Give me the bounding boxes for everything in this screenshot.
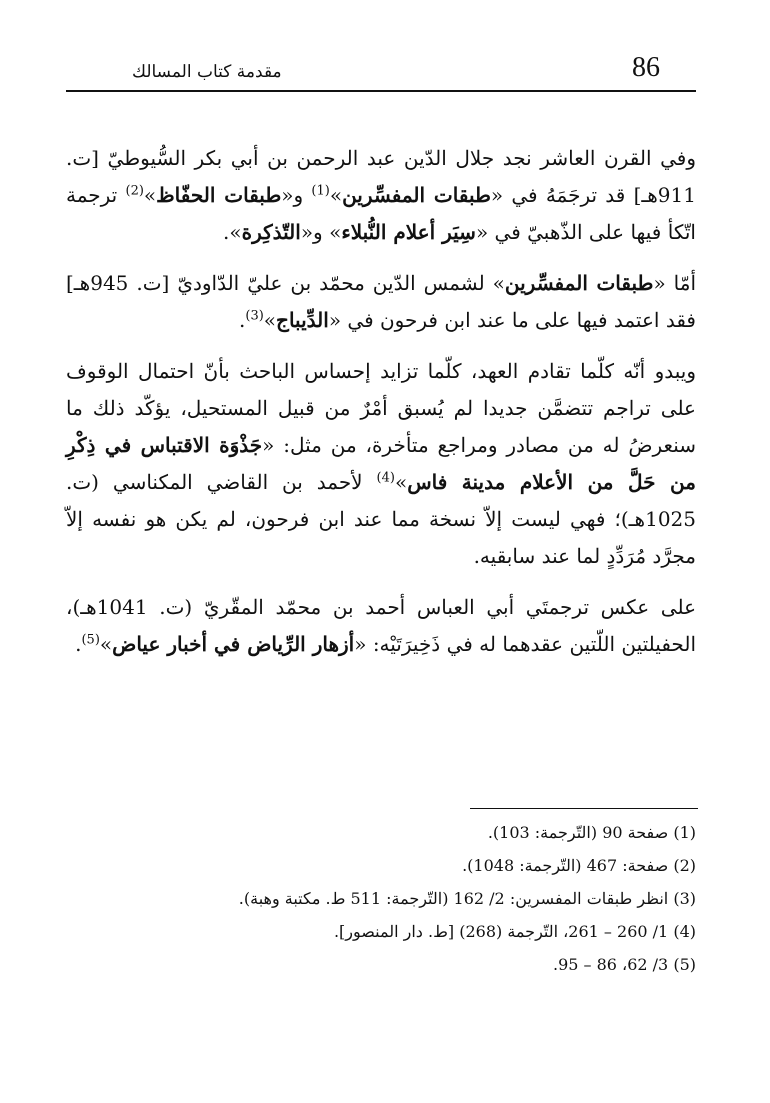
footnote-5: (5) 3/ 62، 86 – 95. — [552, 955, 696, 974]
footnote-ref[interactable]: (1) — [311, 183, 330, 199]
paragraph-4: على عكس ترجمتَي أبي العباس أحمد بن محمّد المقّريّ (ت. 1041هـ)، الحفيلتين اللّتين عقدهما له في ذَخِيرَتَيْه: «أزهار الرِّياض في أخبار عياض»$^{(5)}$. — [66, 595, 696, 656]
footnote-ref[interactable]: (4) — [376, 470, 395, 486]
book-title: أزهار الرِّياض في أخبار عياض — [112, 632, 355, 656]
footnote-ref[interactable]: (5) — [81, 632, 100, 648]
footnotes — [66, 816, 696, 981]
book-title: طبقات المفسِّرين — [342, 183, 491, 207]
footnote-1: (1) صفحة 90 (التّرجمة: 103). — [487, 823, 696, 842]
footnote-4: (4) 1/ 260 – 261، التّرجمة (268) [ط. دار المنصور]. — [333, 922, 696, 941]
book-title: الدِّيباج — [276, 308, 329, 332]
page-header — [66, 50, 696, 92]
paragraph-1: وفي القرن العاشر نجد جلال الدّين عبد الرحمن بن أبي بكر السُّيوطيّ [ت. 911هـ] قد ترجَمَهُ في «طبقات المفسِّرين»$^{(1)}$ و«طبقات الحفّاظ»$^{(2)}$ ترجمة اتّكأ فيها على الذّهبيّ في «سِيَر أعلام النُّبلاء» و«التّذكِرة». — [66, 146, 696, 244]
book-title: التّذكِرة — [241, 220, 301, 244]
book-title: جَذْوَة الاقتباس في ذِكْرِ من حَلَّ من الأعلام مدينة فاس — [66, 433, 696, 494]
page-number: 86 — [632, 52, 660, 83]
footnote-2: (2) صفحة: 467 (التّرجمة: 1048). — [462, 856, 696, 875]
paragraph-2: أمّا «طبقات المفسِّرين» لشمس الدّين محمّد بن عليّ الدّاوديّ [ت. 945هـ] فقد اعتمد فيها على ما عند ابن فرحون في «الدِّيباج»$^{(3)}$. — [66, 271, 696, 332]
footnote-ref[interactable]: (3) — [245, 308, 264, 324]
footnote-ref[interactable]: (2) — [125, 183, 144, 199]
running-title: مقدمة كتاب المسالك — [132, 62, 282, 82]
paragraph-3: ويبدو أنّه كلّما تقادم العهد، كلّما تزايد إحساس الباحث بأنّ احتمال الوقوف على تراجم تتضمَّن جديدا لم يُسبق أمْرٌ من قبيل المستحيل، يؤكّد ذلك ما سنعرضُ له من مصادر ومراجع متأخرة، من مثل: «جَذْوَة الاقتباس في ذِكْرِ من حَلَّ من الأعلام مدينة فاس»$^{(4)}$ لأحمد بن القاضي المكناسي (ت. 1025هـ)؛ فهي ليست إلاّ نسخة مما عند ابن فرحون، لم يكن هو نفسه إلاّ مجرَّد مُرَدِّدٍ لما عند سابقيه. — [66, 359, 697, 568]
book-title: طبقات المفسِّرين — [504, 271, 654, 295]
book-title: طبقات الحفّاظ — [156, 183, 282, 207]
footnote-3: (3) انظر طبقات المفسرين: 2/ 162 (التّرجمة: 511 ط. مكتبة وهبة). — [238, 889, 696, 908]
body-text — [66, 140, 696, 677]
footnote-divider — [470, 808, 698, 809]
book-title: سِيَر أعلام النُّبلاء — [341, 220, 476, 244]
